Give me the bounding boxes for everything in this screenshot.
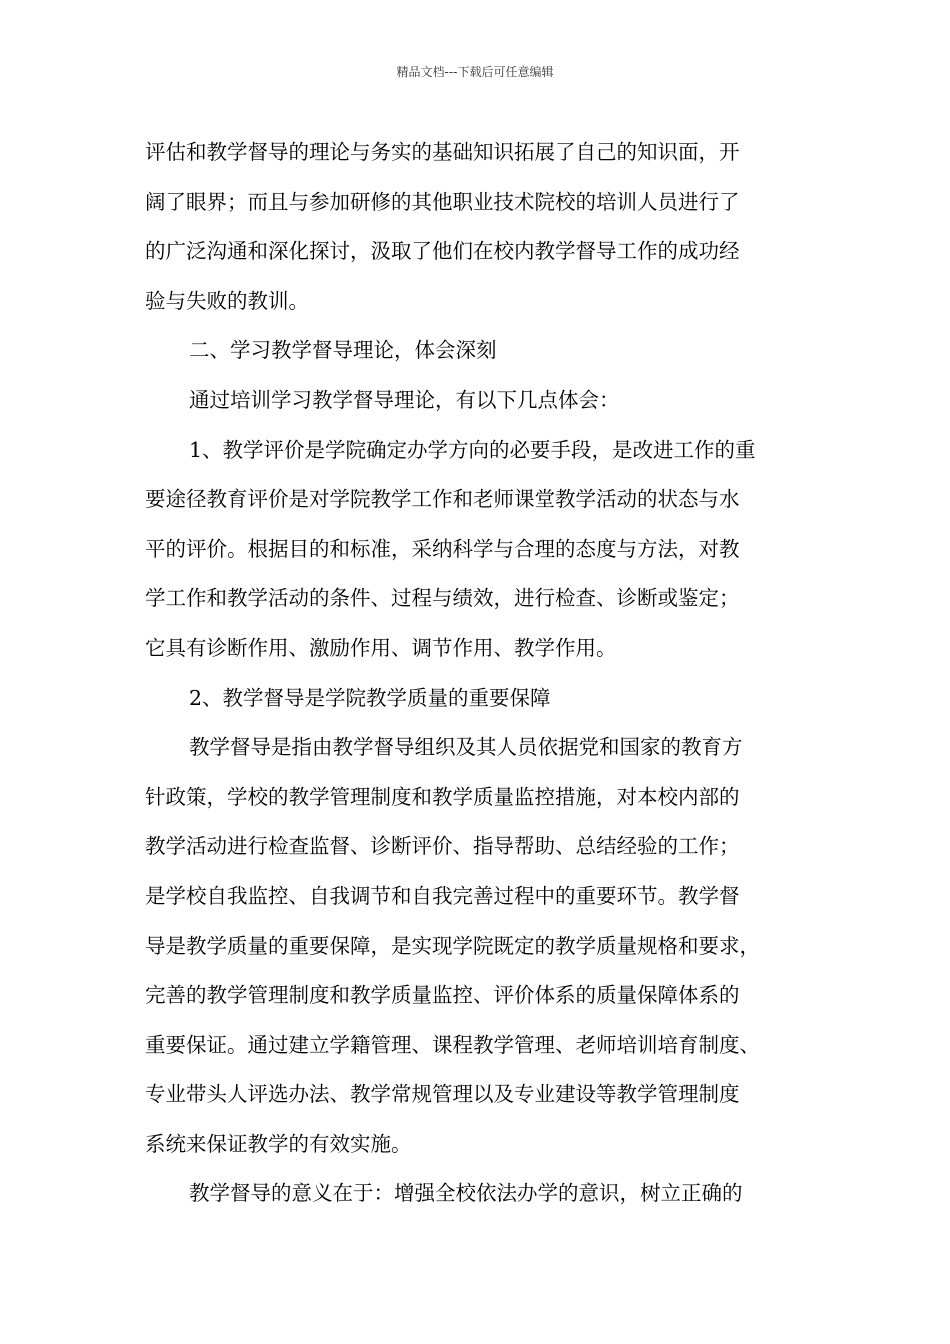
text-line: 1、教学评价是学院确定办学方向的必要手段，是改进工作的重 (189, 437, 756, 462)
text-line: 教学活动进行检查监督、诊断评价、指导帮助、总结经验的工作； (145, 834, 740, 859)
text-line: 通过培训学习教学督导理论，有以下几点体会： (189, 387, 620, 412)
text-line: 是学校自我监控、自我调节和自我完善过程中的重要环节。教学督 (145, 883, 740, 908)
text-line: 评估和教学督导的理论与务实的基础知识拓展了自己的知识面，开 (145, 140, 740, 164)
document-body (145, 128, 813, 1219)
text-line: 系统来保证教学的有效实施。 (145, 1131, 412, 1156)
text-line: 重要保证。通过建立学籍管理、课程教学管理、老师培训培育制度、 (145, 1032, 760, 1057)
text-line: 2、教学督导是学院教学质量的重要保障 (189, 685, 551, 710)
text-line: 平的评价。根据目的和标准，采纳科学与合理的态度与方法，对教 (145, 536, 740, 561)
text-line: 导是教学质量的重要保障，是实现学院既定的教学质量规格和要求， (145, 933, 760, 958)
text-line: 二、学习教学督导理论，体会深刻 (189, 338, 497, 363)
text-line: 它具有诊断作用、激励作用、调节作用、教学作用。 (145, 635, 617, 660)
text-line: 验与失败的教训。 (145, 288, 309, 313)
text-line: 的广泛沟通和深化探讨，汲取了他们在校内教学督导工作的成功经 (145, 239, 740, 264)
text-line: 阔了眼界；而且与参加研修的其他职业技术院校的培训人员进行了 (145, 189, 740, 214)
text-line: 针政策，学校的教学管理制度和教学质量监控措施，对本校内部的 (145, 784, 740, 809)
text-line: 学工作和教学活动的条件、过程与绩效，进行检查、诊断或鉴定； (145, 586, 740, 611)
text-line: 教学督导的意义在于：增强全校依法办学的意识，树立正确的 (189, 1181, 743, 1206)
text-line: 教学督导是指由教学督导组织及其人员依据党和国家的教育方 (189, 735, 743, 760)
text-line: 要途径教育评价是对学院教学工作和老师课堂教学活动的状态与水 (145, 487, 740, 512)
text-line: 完善的教学管理制度和教学质量监控、评价体系的质量保障体系的 (145, 983, 740, 1008)
text-line: 专业带头人评选办法、教学常规管理以及专业建设等教学管理制度 (145, 1082, 740, 1107)
page-header: 精品文档---下载后可任意编辑 (396, 65, 554, 79)
